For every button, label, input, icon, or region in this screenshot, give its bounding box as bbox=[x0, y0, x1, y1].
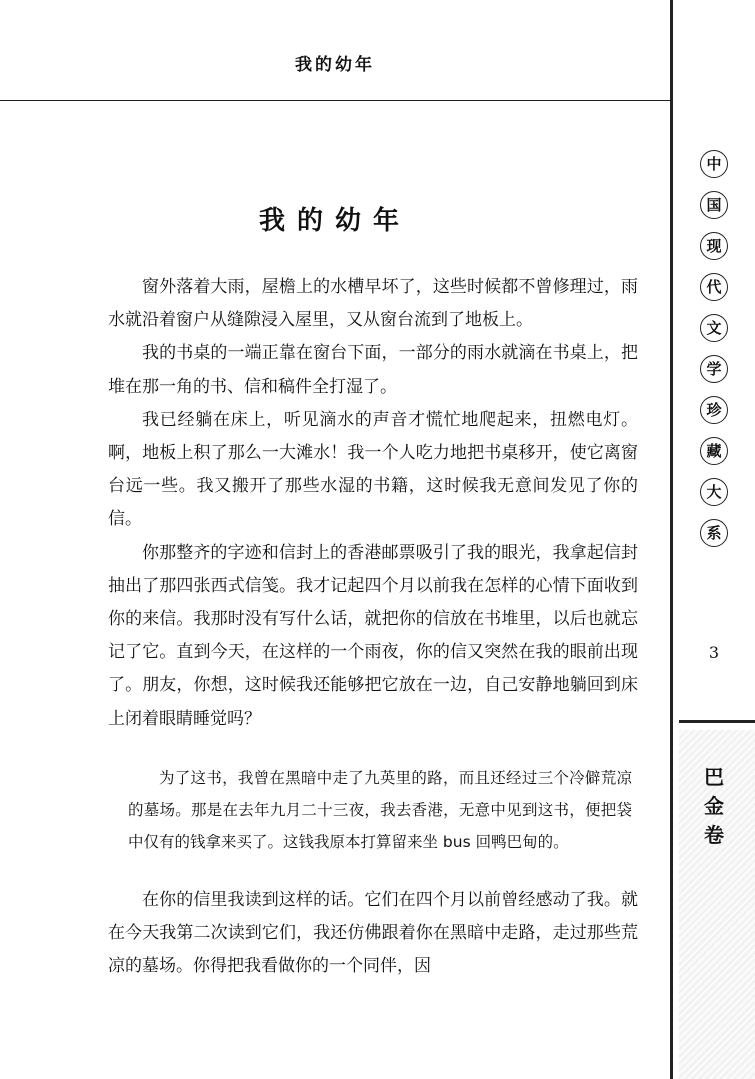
series-char: 学 bbox=[700, 355, 728, 383]
volume-char: 卷 bbox=[704, 823, 724, 847]
running-head: 我的幼年 bbox=[295, 55, 375, 75]
header-rule bbox=[0, 100, 670, 101]
series-title bbox=[673, 150, 755, 560]
series-sidebar bbox=[670, 0, 755, 1079]
series-char: 藏 bbox=[700, 437, 728, 465]
series-char: 现 bbox=[700, 232, 728, 260]
paragraph: 你那整齐的字迹和信封上的香港邮票吸引了我的眼光，我拿起信封抽出了那四张西式信笺。我才记起四个月以前我在怎样的心情下面收到你的来信。我那时没有写什么话，就把你的信放在书堆里，以后也就忘记了它。直到今天，在这样的一个雨夜，你的信又突然在我的眼前出现了。朋友，你想，这时候我还能够把它放在一边，自己安静地躺回到床上闭着眼睛睡觉吗？ bbox=[108, 542, 638, 729]
series-char: 代 bbox=[700, 273, 728, 301]
body-text bbox=[108, 271, 638, 983]
series-char: 珍 bbox=[700, 396, 728, 424]
series-char: 系 bbox=[700, 519, 728, 547]
chapter-title: 我的幼年 bbox=[258, 206, 411, 236]
block-quote: 为了这书，我曾在黑暗中走了九英里的路，而且还经过三个冷僻荒凉的墓场。那是在去年九月二十三夜，我去香港，无意中见到这书，便把袋中仅有的钱拿来买了。这钱我原本打算留来坐 bus 回鸭巴甸的。 bbox=[128, 768, 632, 851]
series-char: 文 bbox=[700, 314, 728, 342]
series-char: 大 bbox=[700, 478, 728, 506]
sidebar-rule bbox=[679, 720, 755, 723]
page-number: 3 bbox=[708, 643, 720, 662]
series-char: 国 bbox=[700, 191, 728, 219]
paragraph: 我已经躺在床上，听见滴水的声音才慌忙地爬起来，扭燃电灯。啊，地板上积了那么一大滩水！我一个人吃力地把书桌移开，使它离窗台远一些。我又搬开了那些水湿的书籍，这时候我无意间发见了你的信。 bbox=[108, 409, 638, 530]
paragraph: 窗外落着大雨，屋檐上的水槽早坏了，这些时候都不曾修理过，雨水就沿着窗户从缝隙浸入屋里，又从窗台流到了地板上。 bbox=[108, 277, 638, 331]
paragraph: 在你的信里我读到这样的话。它们在四个月以前曾经感动了我。就在今天我第二次读到它们，我还仿佛跟着你在黑暗中走路，走过那些荒凉的墓场。你得把我看做你的一个同伴，因 bbox=[108, 889, 638, 977]
volume-char: 巴 bbox=[704, 765, 724, 789]
volume-char: 金 bbox=[704, 794, 724, 818]
paragraph: 我的书桌的一端正靠在窗台下面，一部分的雨水就滴在书桌上，把堆在那一角的书、信和稿件全打湿了。 bbox=[108, 343, 638, 397]
series-char: 中 bbox=[700, 150, 728, 178]
volume-title bbox=[673, 763, 755, 850]
